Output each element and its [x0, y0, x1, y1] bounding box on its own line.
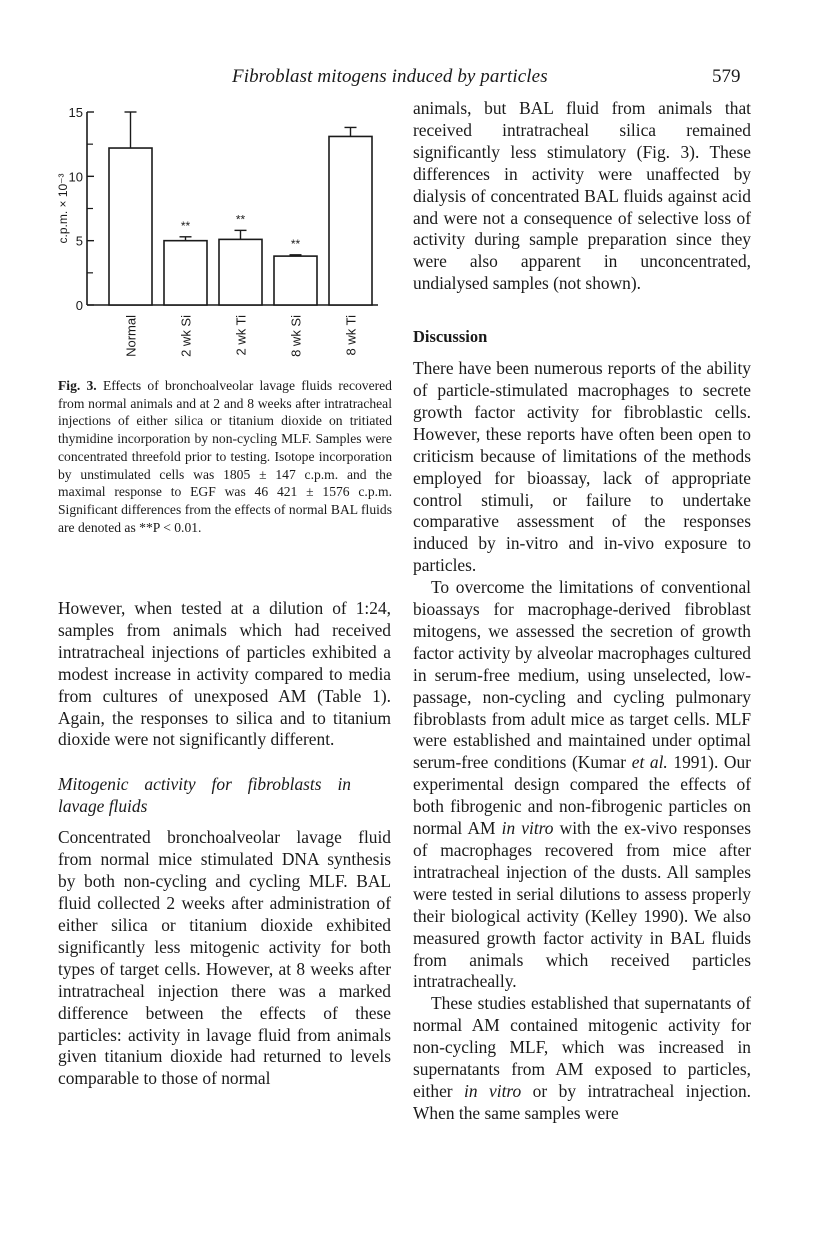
significance-marker: **	[180, 218, 191, 233]
text-run: These studies established that supernatants of normal AM contained mitogenic activity for non-cycling MLF, which was increased in supernatants from AM exposed to particles, either	[413, 993, 751, 1101]
bar-8-wk-si	[274, 256, 317, 305]
significance-marker: **	[235, 212, 246, 227]
x-tick-label: 2 wk Si	[178, 315, 194, 357]
significance-marker: **	[290, 236, 301, 251]
page-number: 579	[712, 66, 741, 87]
bar-2-wk-ti	[219, 239, 262, 305]
text-run: with the ex-vivo responses of macrophages recovered from mice after intratracheal injection of the dusts. All samples were tested in serial dilutions to assess properly their biological activity (Kelley 1990). We also measured growth factor activity in BAL fluids from animals which received particles intratracheally.	[413, 818, 751, 992]
italic-run: in vitro	[464, 1080, 522, 1101]
y-tick-label: 0	[75, 298, 83, 313]
left-column	[58, 598, 391, 1090]
figure-caption	[58, 377, 392, 536]
y-tick-label: 15	[68, 105, 83, 120]
bar-normal	[109, 148, 152, 305]
x-tick-label: 8 wk Ti	[343, 315, 359, 356]
right-paragraph-2: There have been numerous reports of the ability of particle-stimulated macrophages to secrete growth factor activity for fibroblastic cells. However, these reports have often been open to criticism because of limitations of the methods employed for bioassay, lack of appropriate control stimuli, or failure to undertake comparative assessment of the responses induced by in-vitro and in-vivo exposure to particles.	[413, 358, 751, 576]
y-tick-label: 5	[75, 233, 83, 249]
bar-8-wk-ti	[329, 136, 372, 305]
right-paragraph-3	[413, 577, 751, 993]
right-column	[413, 98, 751, 1125]
left-paragraph-2: Concentrated bronchoalveolar lavage fluid from normal mice stimulated DNA synthesis by both non-cycling and cycling MLF. BAL fluid collected 2 weeks after administration of either silica or titanium dioxide exhibited significantly less mitogenic activity for both types of target cells. However, at 8 weeks after intratracheal injection there was a marked difference between the effects of these particles: activity in lavage fluid from animals given titanium dioxide had returned to levels comparable to those of normal	[58, 827, 391, 1089]
caption-text: Effects of bronchoalveolar lavage fluids recovered from normal animals and at 2 and 8 weeks after intratracheal injections of either silica or titanium dioxide on tritiated thymidine incorporation by non-cycling MLF. Samples were concentrated threefold prior to testing. Isotope incorporation by unstimulated cells was 1805 ± 147 c.p.m. and the maximal response to EGF was 46 421 ± 1576 c.p.m. Significant differences from the effects of normal BAL fluids are denoted as **P < 0.01.	[58, 378, 392, 535]
caption-label: Fig. 3.	[58, 378, 97, 393]
italic-run: et al.	[631, 752, 668, 773]
bar-2-wk-si	[164, 241, 207, 305]
y-tick-label: 10	[68, 169, 83, 185]
text-run: 1991). Our experimental design compared the effects of both fibrogenic and non-fibrogenic particles on normal AM	[413, 752, 751, 839]
x-tick-label: 2 wk Ti	[233, 315, 249, 356]
left-paragraph-1: However, when tested at a dilution of 1:24, samples from animals which had received intratracheal injections of particles exhibited a modest increase in activity compared to media from cultures of unexposed AM (Table 1). Again, the responses to silica and to titanium dioxide were not significantly different.	[58, 598, 391, 750]
x-tick-label: 8 wk Si	[288, 315, 304, 357]
right-paragraph-1: animals, but BAL fluid from animals that received intratracheal silica remained significantly less stimulatory (Fig. 3). These differences in activity were unaffected by dialysis of concentrated BAL fluids against acid and were not a consequence of selective loss of activity during sample preparation since they were also apparent in unconcentrated, undialysed samples (not shown).	[413, 98, 751, 294]
chart-canvas	[50, 95, 390, 375]
right-paragraph-4	[413, 993, 751, 1124]
discussion-heading: Discussion	[413, 327, 488, 347]
text-run: To overcome the limitations of conventional bioassays for macrophage-derived fibroblast mitogens, we assessed the secretion of growth factor activity by alveolar macrophages cultured in serum-free medium, using unselected, low-passage, non-cycling and cycling pulmonary fibroblasts from adult mice as target cells. MLF were established and maintained under optimal serum-free conditions (Kumar	[413, 577, 751, 773]
text-run: or by intratracheal injection. When the same samples were	[413, 1080, 752, 1123]
y-axis-label: c.p.m. × 10⁻³	[56, 173, 70, 244]
italic-run: in vitro	[501, 818, 554, 839]
x-tick-label: Normal	[123, 315, 139, 357]
running-head-title: Fibroblast mitogens induced by particles	[232, 66, 548, 87]
section-subheading: Mitogenic activity for fibroblasts in lavage fluids	[58, 774, 351, 817]
figure-3-bar-chart	[50, 95, 390, 375]
